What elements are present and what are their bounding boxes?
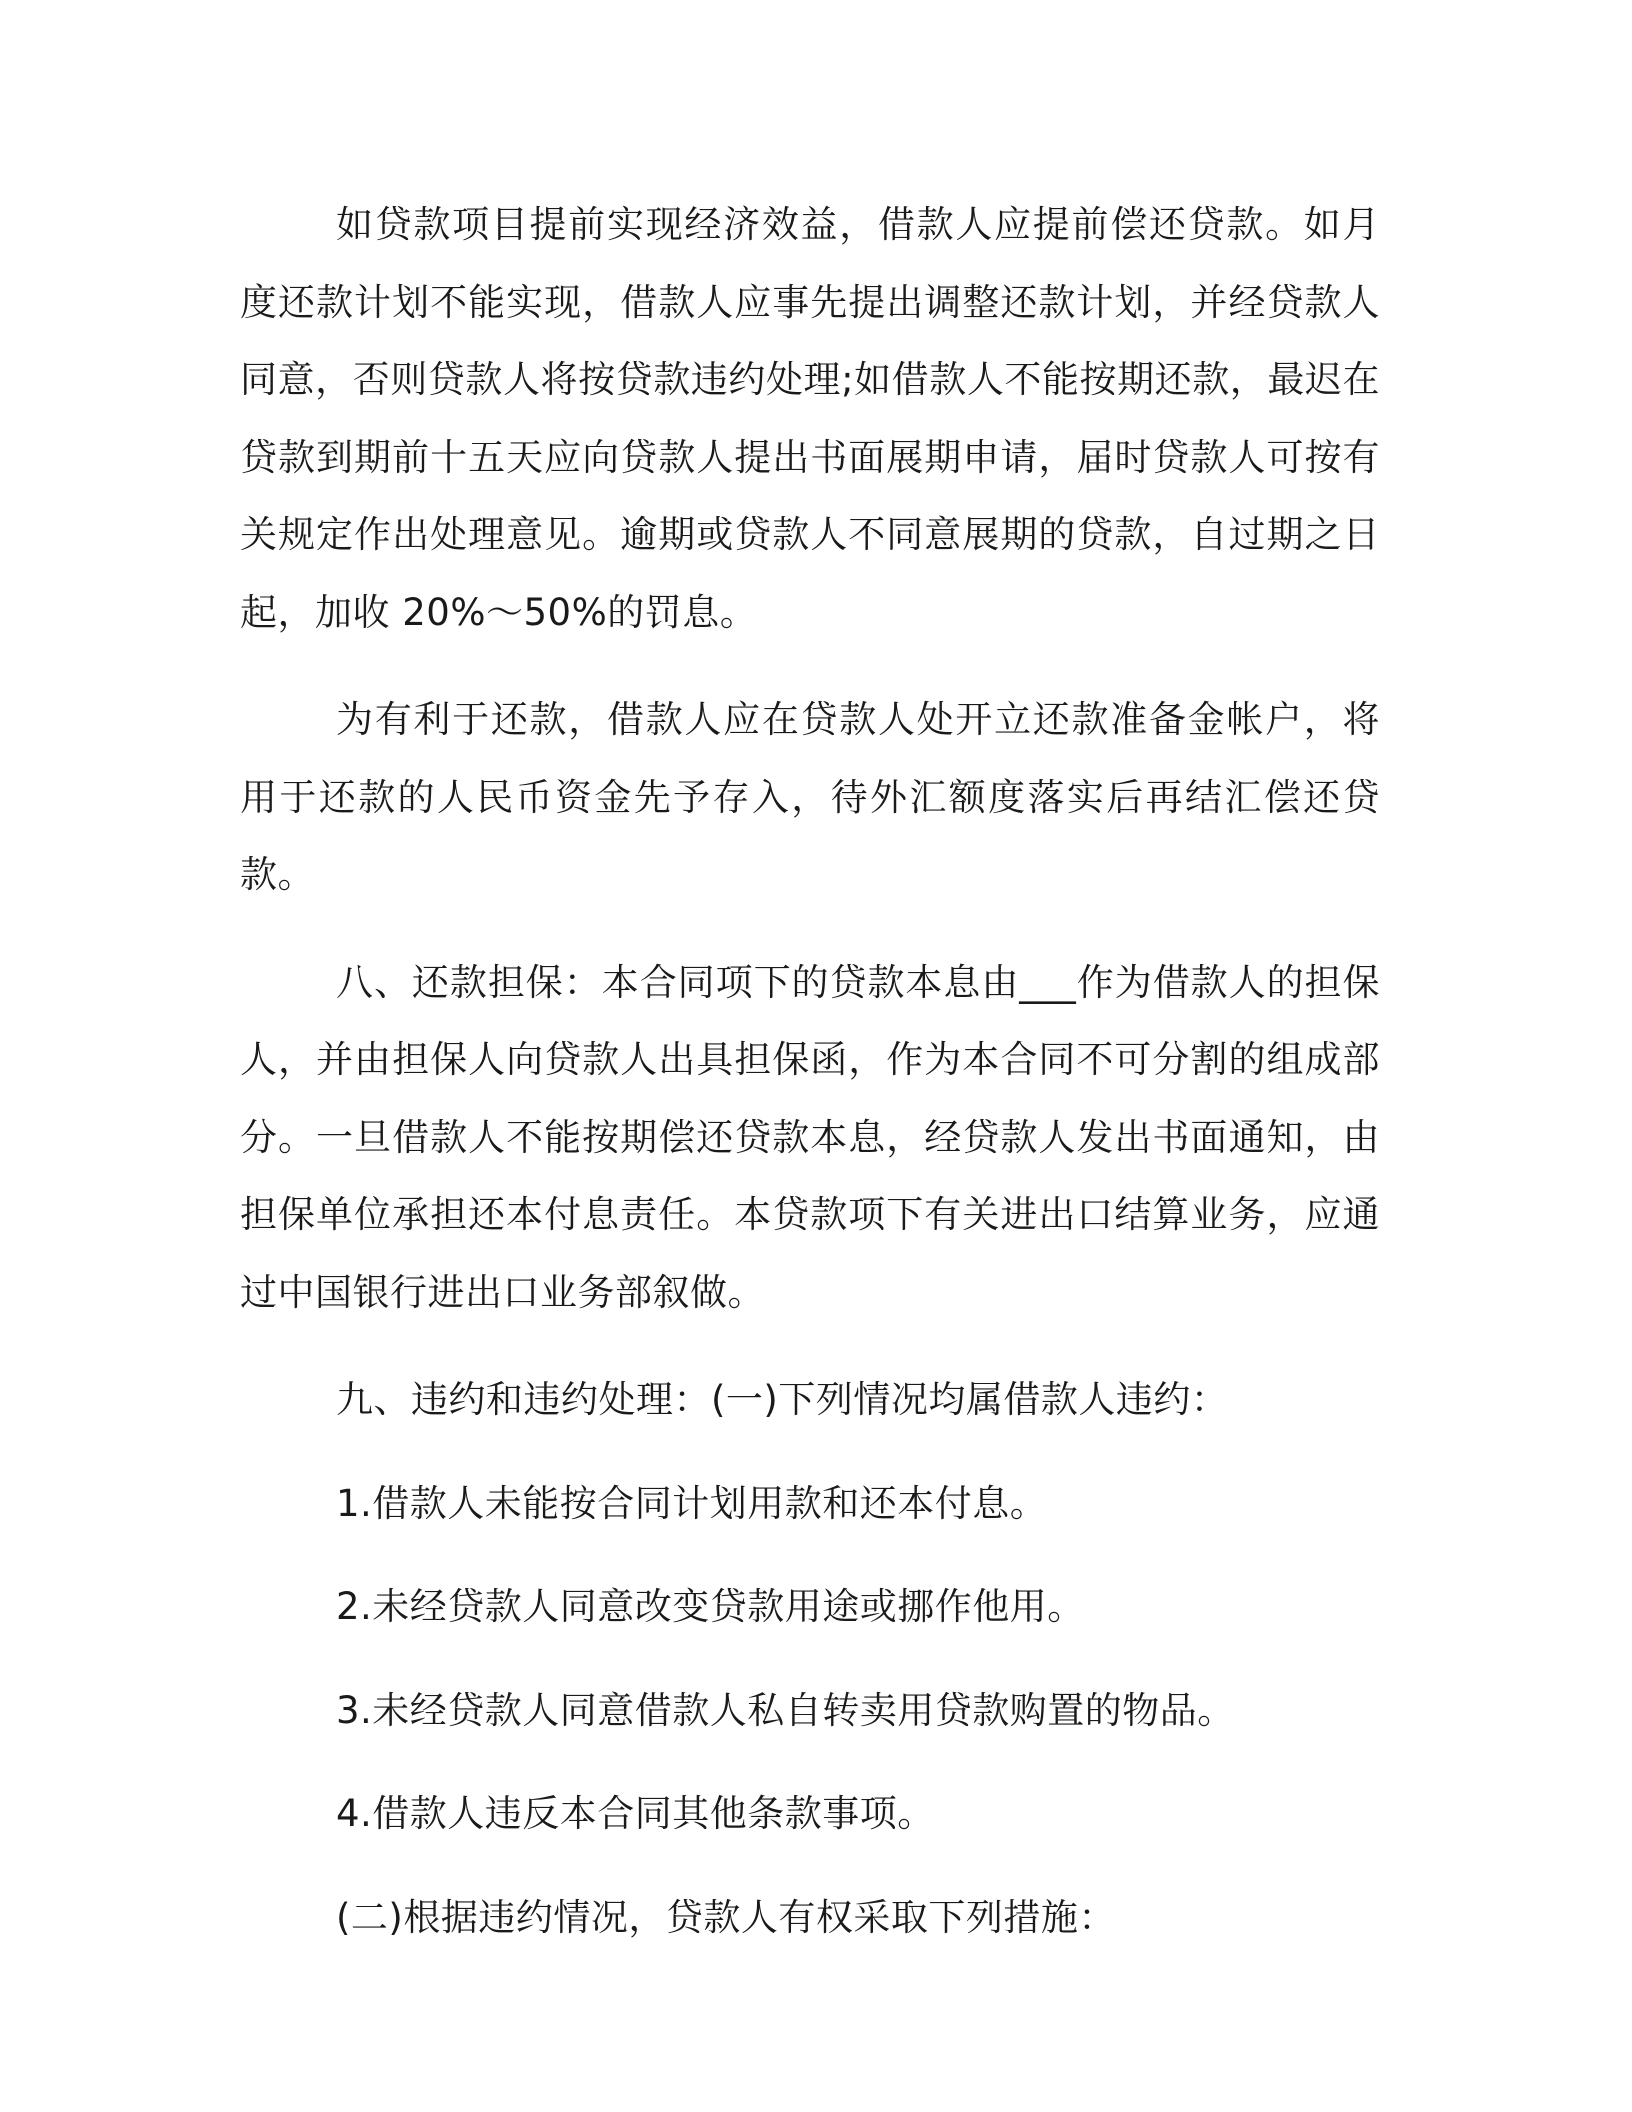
list-item-default-3: 3.未经贷款人同意借款人私自转卖用贷款购置的物品。: [336, 1688, 1235, 1732]
paragraph-reserve-account: 为有利于还款，借款人应在贷款人处开立还款准备金帐户，将用于还款的人民币资金先予存入，待外汇额度落实后再结汇偿还贷款。: [240, 698, 1380, 896]
paragraph-guarantee: 八、还款担保：本合同项下的贷款本息由___作为借款人的担保人，并由担保人向贷款人出具担保函，作为本合同不可分割的组成部分。一旦借款人不能按期偿还贷款本息，经贷款人发出书面通知，由担保单位承担还本付息责任。本贷款项下有关进出口结算业务，应通过中国银行进出口业务部叙做。: [240, 960, 1380, 1314]
list-item-default-4: 4.借款人违反本合同其他条款事项。: [336, 1792, 935, 1835]
list-item-default-1: 1.借款人未能按合同计划用款和还本付息。: [336, 1481, 1048, 1525]
paragraph-default-heading: 九、违约和违约处理：(一)下列情况均属借款人违约：: [336, 1378, 1229, 1421]
paragraph-repayment-terms: 如贷款项目提前实现经济效益，借款人应提前偿还贷款。如月度还款计划不能实现，借款人应事先提出调整还款计划，并经贷款人同意，否则贷款人将按贷款违约处理;如借款人不能按期还款，最迟在贷款到期前十五天应向贷款人提出书面展期申请，届时贷款人可按有关规定作出处理意见。逾期或贷款人不同意展期的贷款，自过期之日起，加收 20%～50%的罚息。: [240, 203, 1380, 634]
list-item-default-2: 2.未经贷款人同意改变贷款用途或挪作他用。: [336, 1585, 1085, 1628]
document-body: [240, 186, 1380, 1956]
paragraph-remedies-heading: (二)根据违约情况，贷款人有权采取下列措施：: [336, 1895, 1116, 1939]
